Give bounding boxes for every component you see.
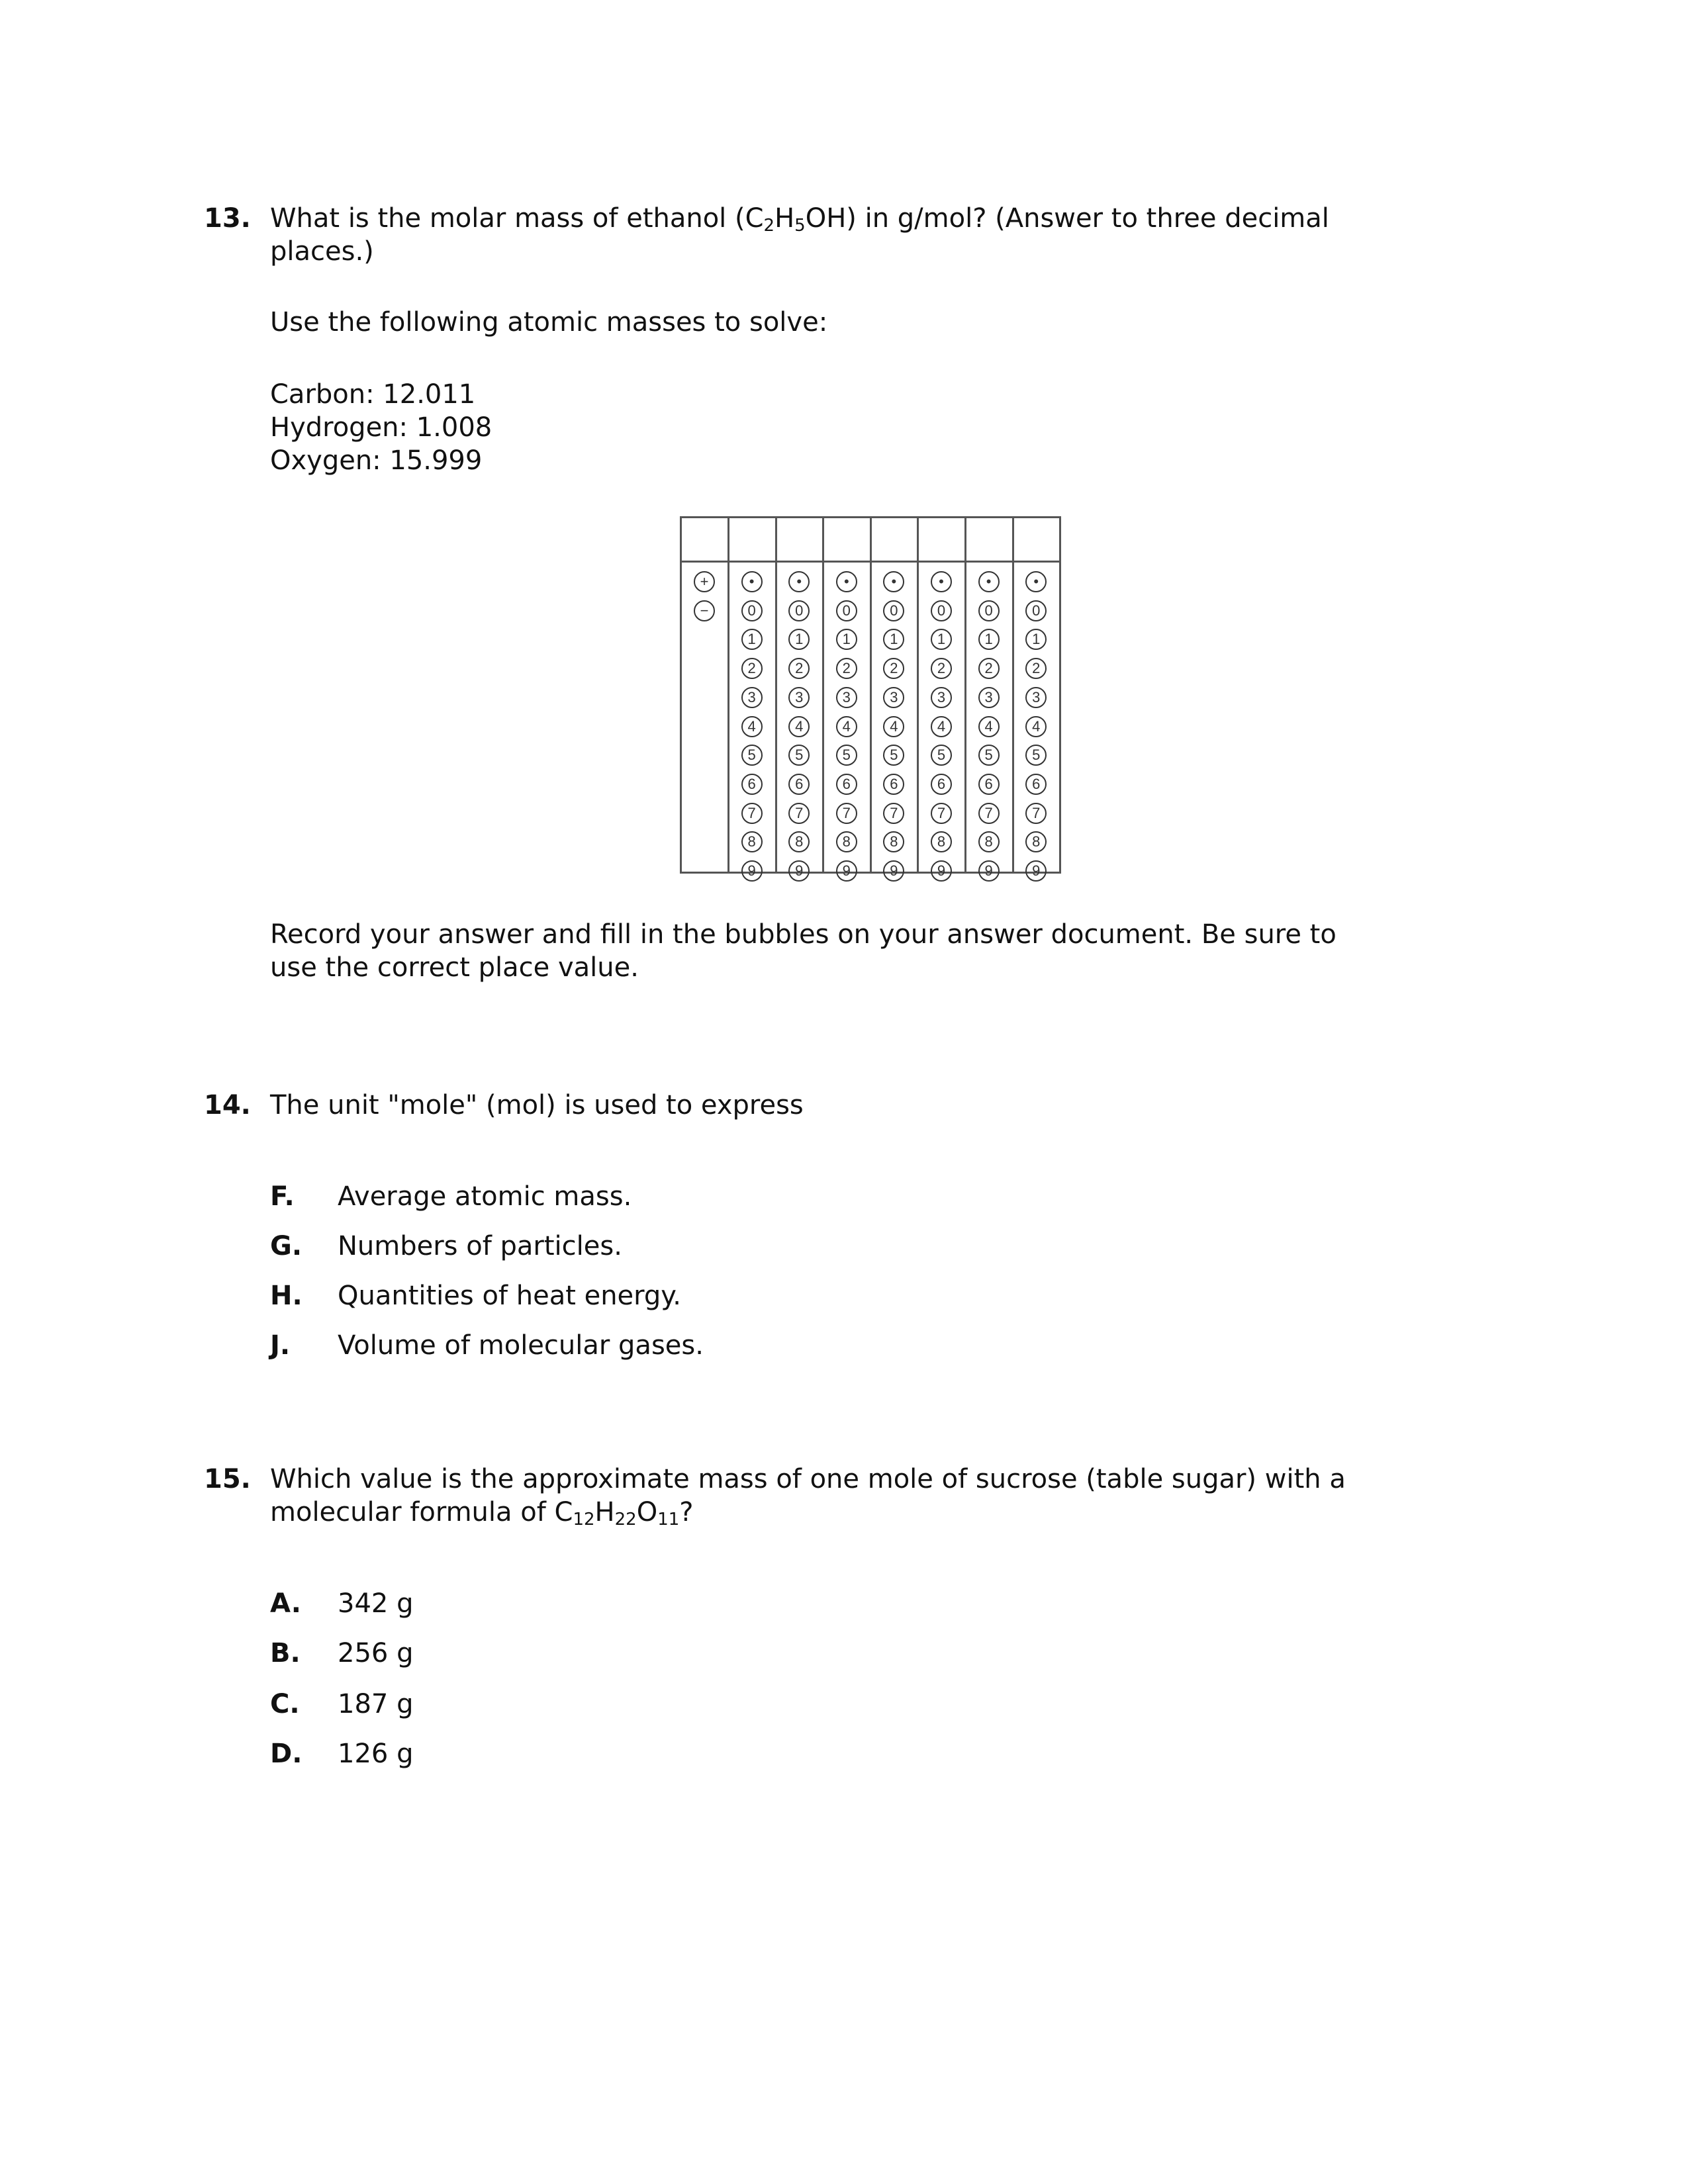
- question-text: [270, 202, 1329, 235]
- digit-column: [729, 518, 777, 879]
- answer-bubble[interactable]: 0: [1025, 600, 1047, 621]
- answer-bubble[interactable]: 7: [883, 803, 904, 824]
- answer-bubble[interactable]: 4: [788, 716, 810, 737]
- answer-bubble[interactable]: 3: [836, 687, 857, 708]
- answer-bubble[interactable]: 3: [883, 687, 904, 708]
- text-part: H: [774, 203, 795, 234]
- answer-bubble[interactable]: 7: [1025, 803, 1047, 824]
- answer-bubble[interactable]: 1: [1025, 629, 1047, 650]
- answer-bubble[interactable]: 7: [978, 803, 1000, 824]
- answer-bubble[interactable]: 0: [978, 600, 1000, 621]
- option-text: 126 g: [338, 1739, 414, 1769]
- subscript: 12: [573, 1510, 595, 1529]
- question-number: 15.: [204, 1464, 251, 1494]
- digit-column: [919, 518, 966, 879]
- answer-bubble[interactable]: 5: [836, 745, 857, 766]
- record-instruction-line2: use the correct place value.: [270, 952, 639, 983]
- answer-bubble[interactable]: 1: [883, 629, 904, 650]
- answer-bubble[interactable]: 1: [788, 629, 810, 650]
- answer-bubble[interactable]: 6: [788, 774, 810, 795]
- answer-bubble[interactable]: 5: [1025, 745, 1047, 766]
- subscript: 11: [657, 1510, 680, 1529]
- question-text: The unit "mole" (mol) is used to express: [270, 1090, 804, 1120]
- option-letter: D.: [270, 1739, 303, 1769]
- answer-bubble[interactable]: •: [741, 571, 763, 592]
- text-part: What is the molar mass of ethanol (C: [270, 203, 764, 234]
- answer-bubble[interactable]: 7: [741, 803, 763, 824]
- text-part: ?: [679, 1497, 694, 1527]
- digit-column: [824, 518, 872, 879]
- answer-bubble[interactable]: 0: [836, 600, 857, 621]
- answer-bubble[interactable]: 1: [978, 629, 1000, 650]
- answer-bubble-grid: [680, 516, 1061, 879]
- option-text: Numbers of particles.: [338, 1231, 622, 1261]
- answer-bubble[interactable]: •: [836, 571, 857, 592]
- answer-bubble[interactable]: 2: [883, 658, 904, 679]
- digit-column: [776, 518, 824, 879]
- answer-bubble[interactable]: 4: [931, 716, 952, 737]
- question-text-line2: [270, 1496, 694, 1529]
- answer-bubble[interactable]: 2: [1025, 658, 1047, 679]
- question-text-line2: places.): [270, 236, 374, 267]
- answer-bubble[interactable]: 8: [978, 831, 1000, 852]
- answer-write-box: [871, 518, 917, 563]
- mass-hydrogen: Hydrogen: 1.008: [270, 412, 492, 443]
- subscript: 2: [763, 216, 775, 236]
- sign-column: [682, 518, 729, 872]
- option-text: Quantities of heat energy.: [338, 1281, 681, 1311]
- answer-write-box: [776, 518, 822, 563]
- answer-bubble[interactable]: 4: [883, 716, 904, 737]
- answer-write-box: [966, 518, 1012, 563]
- answer-bubble[interactable]: 6: [883, 774, 904, 795]
- answer-bubble[interactable]: 3: [741, 687, 763, 708]
- answer-bubble[interactable]: 9: [1025, 860, 1047, 882]
- answer-bubble[interactable]: 5: [788, 745, 810, 766]
- answer-bubble[interactable]: 5: [741, 745, 763, 766]
- answer-bubble[interactable]: 8: [883, 831, 904, 852]
- option-letter: J.: [270, 1330, 291, 1361]
- answer-bubble[interactable]: 8: [931, 831, 952, 852]
- answer-bubble[interactable]: 3: [1025, 687, 1047, 708]
- record-instruction: Record your answer and fill in the bubbles on your answer document. Be sure to: [270, 919, 1336, 950]
- answer-write-box: [824, 518, 870, 563]
- option-text: Volume of molecular gases.: [338, 1330, 704, 1361]
- answer-bubble[interactable]: 2: [931, 658, 952, 679]
- answer-bubble[interactable]: 4: [978, 716, 1000, 737]
- answer-bubble[interactable]: 6: [931, 774, 952, 795]
- answer-bubble[interactable]: 2: [978, 658, 1000, 679]
- option-letter: B.: [270, 1638, 301, 1668]
- answer-bubble[interactable]: 4: [836, 716, 857, 737]
- answer-bubble[interactable]: 9: [788, 860, 810, 882]
- answer-bubble[interactable]: 5: [978, 745, 1000, 766]
- answer-write-box: [1013, 518, 1061, 563]
- mass-oxygen: Oxygen: 15.999: [270, 445, 483, 476]
- answer-bubble[interactable]: 0: [931, 600, 952, 621]
- option-text: 187 g: [338, 1689, 414, 1719]
- answer-bubble[interactable]: 4: [741, 716, 763, 737]
- answer-bubble[interactable]: 1: [836, 629, 857, 650]
- answer-bubble[interactable]: 2: [741, 658, 763, 679]
- answer-bubble[interactable]: 8: [836, 831, 857, 852]
- answer-bubble[interactable]: 7: [788, 803, 810, 824]
- answer-write-box: [729, 518, 775, 563]
- answer-bubble[interactable]: 6: [741, 774, 763, 795]
- answer-bubble[interactable]: 9: [836, 860, 857, 882]
- answer-bubble[interactable]: 5: [931, 745, 952, 766]
- text-part: molecular formula of C: [270, 1497, 573, 1527]
- text-part: OH) in g/mol? (Answer to three decimal: [805, 203, 1329, 234]
- option-letter: F.: [270, 1181, 295, 1212]
- answer-bubble[interactable]: 9: [978, 860, 1000, 882]
- option-text: 256 g: [338, 1638, 414, 1668]
- mass-carbon: Carbon: 12.011: [270, 379, 476, 410]
- answer-write-box: [682, 518, 727, 563]
- option-text: 342 g: [338, 1588, 414, 1619]
- answer-bubble[interactable]: 8: [788, 831, 810, 852]
- answer-bubble[interactable]: −: [694, 600, 715, 621]
- answer-bubble[interactable]: •: [978, 571, 1000, 592]
- answer-bubble[interactable]: 3: [931, 687, 952, 708]
- answer-bubble[interactable]: 9: [883, 860, 904, 882]
- answer-write-box: [919, 518, 964, 563]
- answer-bubble[interactable]: •: [1025, 571, 1047, 592]
- answer-bubble[interactable]: 0: [788, 600, 810, 621]
- answer-bubble[interactable]: •: [883, 571, 904, 592]
- answer-bubble[interactable]: 9: [741, 860, 763, 882]
- question-number: 14.: [204, 1090, 251, 1120]
- digit-column: [871, 518, 919, 879]
- text-part: O: [636, 1497, 658, 1527]
- answer-bubble[interactable]: 1: [931, 629, 952, 650]
- answer-bubble[interactable]: •: [788, 571, 810, 592]
- subscript: 22: [614, 1510, 637, 1529]
- option-letter: H.: [270, 1281, 303, 1311]
- option-letter: C.: [270, 1689, 300, 1719]
- text-part: H: [594, 1497, 615, 1527]
- answer-bubble[interactable]: +: [694, 571, 715, 592]
- answer-bubble[interactable]: 2: [836, 658, 857, 679]
- answer-bubble[interactable]: 6: [978, 774, 1000, 795]
- answer-bubble[interactable]: 6: [836, 774, 857, 795]
- option-letter: G.: [270, 1231, 303, 1261]
- digit-column: [966, 518, 1014, 879]
- answer-bubble[interactable]: 9: [931, 860, 952, 882]
- instruction: Use the following atomic masses to solve:: [270, 307, 828, 338]
- answer-bubble[interactable]: 7: [836, 803, 857, 824]
- question-number: 13.: [204, 203, 251, 234]
- answer-bubble[interactable]: 0: [883, 600, 904, 621]
- answer-bubble[interactable]: 6: [1025, 774, 1047, 795]
- answer-bubble[interactable]: 3: [788, 687, 810, 708]
- answer-bubble[interactable]: 8: [1025, 831, 1047, 852]
- option-letter: A.: [270, 1588, 301, 1619]
- subscript: 5: [794, 216, 806, 236]
- answer-bubble[interactable]: 2: [788, 658, 810, 679]
- answer-bubble[interactable]: 4: [1025, 716, 1047, 737]
- answer-bubble[interactable]: 8: [741, 831, 763, 852]
- answer-bubble[interactable]: •: [931, 571, 952, 592]
- question-text: Which value is the approximate mass of one mole of sucrose (table sugar) with a: [270, 1464, 1346, 1494]
- answer-bubble[interactable]: 0: [741, 600, 763, 621]
- option-text: Average atomic mass.: [338, 1181, 632, 1212]
- digit-column: [1013, 518, 1061, 879]
- answer-bubble[interactable]: 5: [883, 745, 904, 766]
- answer-bubble[interactable]: 3: [978, 687, 1000, 708]
- answer-bubble[interactable]: 1: [741, 629, 763, 650]
- answer-bubble[interactable]: 7: [931, 803, 952, 824]
